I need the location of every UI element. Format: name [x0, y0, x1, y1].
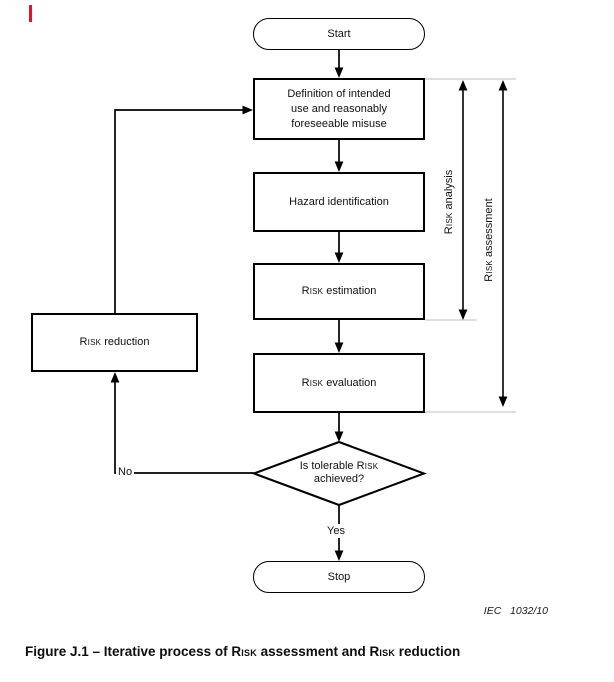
node-start-label: Start — [327, 27, 351, 40]
figure-caption: Figure J.1 – Iterative process of Risk assessment and Risk reduction — [25, 644, 461, 659]
arrow-decision-no-to-reduction — [111, 372, 254, 473]
bracket-risk-analysis-arrow — [459, 80, 468, 320]
revision-mark — [29, 5, 32, 22]
arrow-evaluation-to-decision — [335, 413, 344, 442]
node-risk-estimation — [253, 263, 425, 320]
node-stop — [253, 561, 425, 593]
node-hazard-identification — [253, 172, 425, 232]
iec-reference: IEC 1032/10 — [483, 605, 548, 617]
node-risk-evaluation — [253, 353, 425, 413]
node-hazard-identification-label: Hazard identification — [289, 195, 389, 208]
edge-label-yes: Yes — [324, 524, 348, 538]
bracket-label-risk-analysis: Risk analysis — [443, 169, 455, 235]
arrow-reduction-to-definition — [115, 106, 253, 313]
node-definition-label: Definition of intended use and reasonably foreseeable misuse — [287, 87, 391, 130]
node-risk-evaluation-label: Risk evaluation — [301, 376, 377, 389]
node-definition — [253, 78, 425, 140]
node-start — [253, 18, 425, 50]
node-risk-estimation-label: Risk estimation — [301, 285, 377, 297]
arrow-definition-to-hazard — [335, 140, 344, 172]
node-decision — [284, 458, 394, 488]
arrow-estimation-to-evaluation — [335, 320, 344, 353]
node-decision-label: Is tolerable Risk achieved? — [299, 460, 379, 485]
arrow-hazard-to-estimation — [335, 232, 344, 263]
edge-label-no: No — [118, 466, 133, 478]
bracket-risk-assessment-arrow — [499, 80, 508, 407]
node-risk-reduction-label: Risk reduction — [79, 336, 150, 348]
bracket-label-risk-assessment: Risk assessment — [483, 198, 495, 282]
node-stop-label: Stop — [327, 570, 351, 583]
arrow-start-to-definition — [335, 50, 344, 78]
node-risk-reduction — [31, 313, 198, 372]
